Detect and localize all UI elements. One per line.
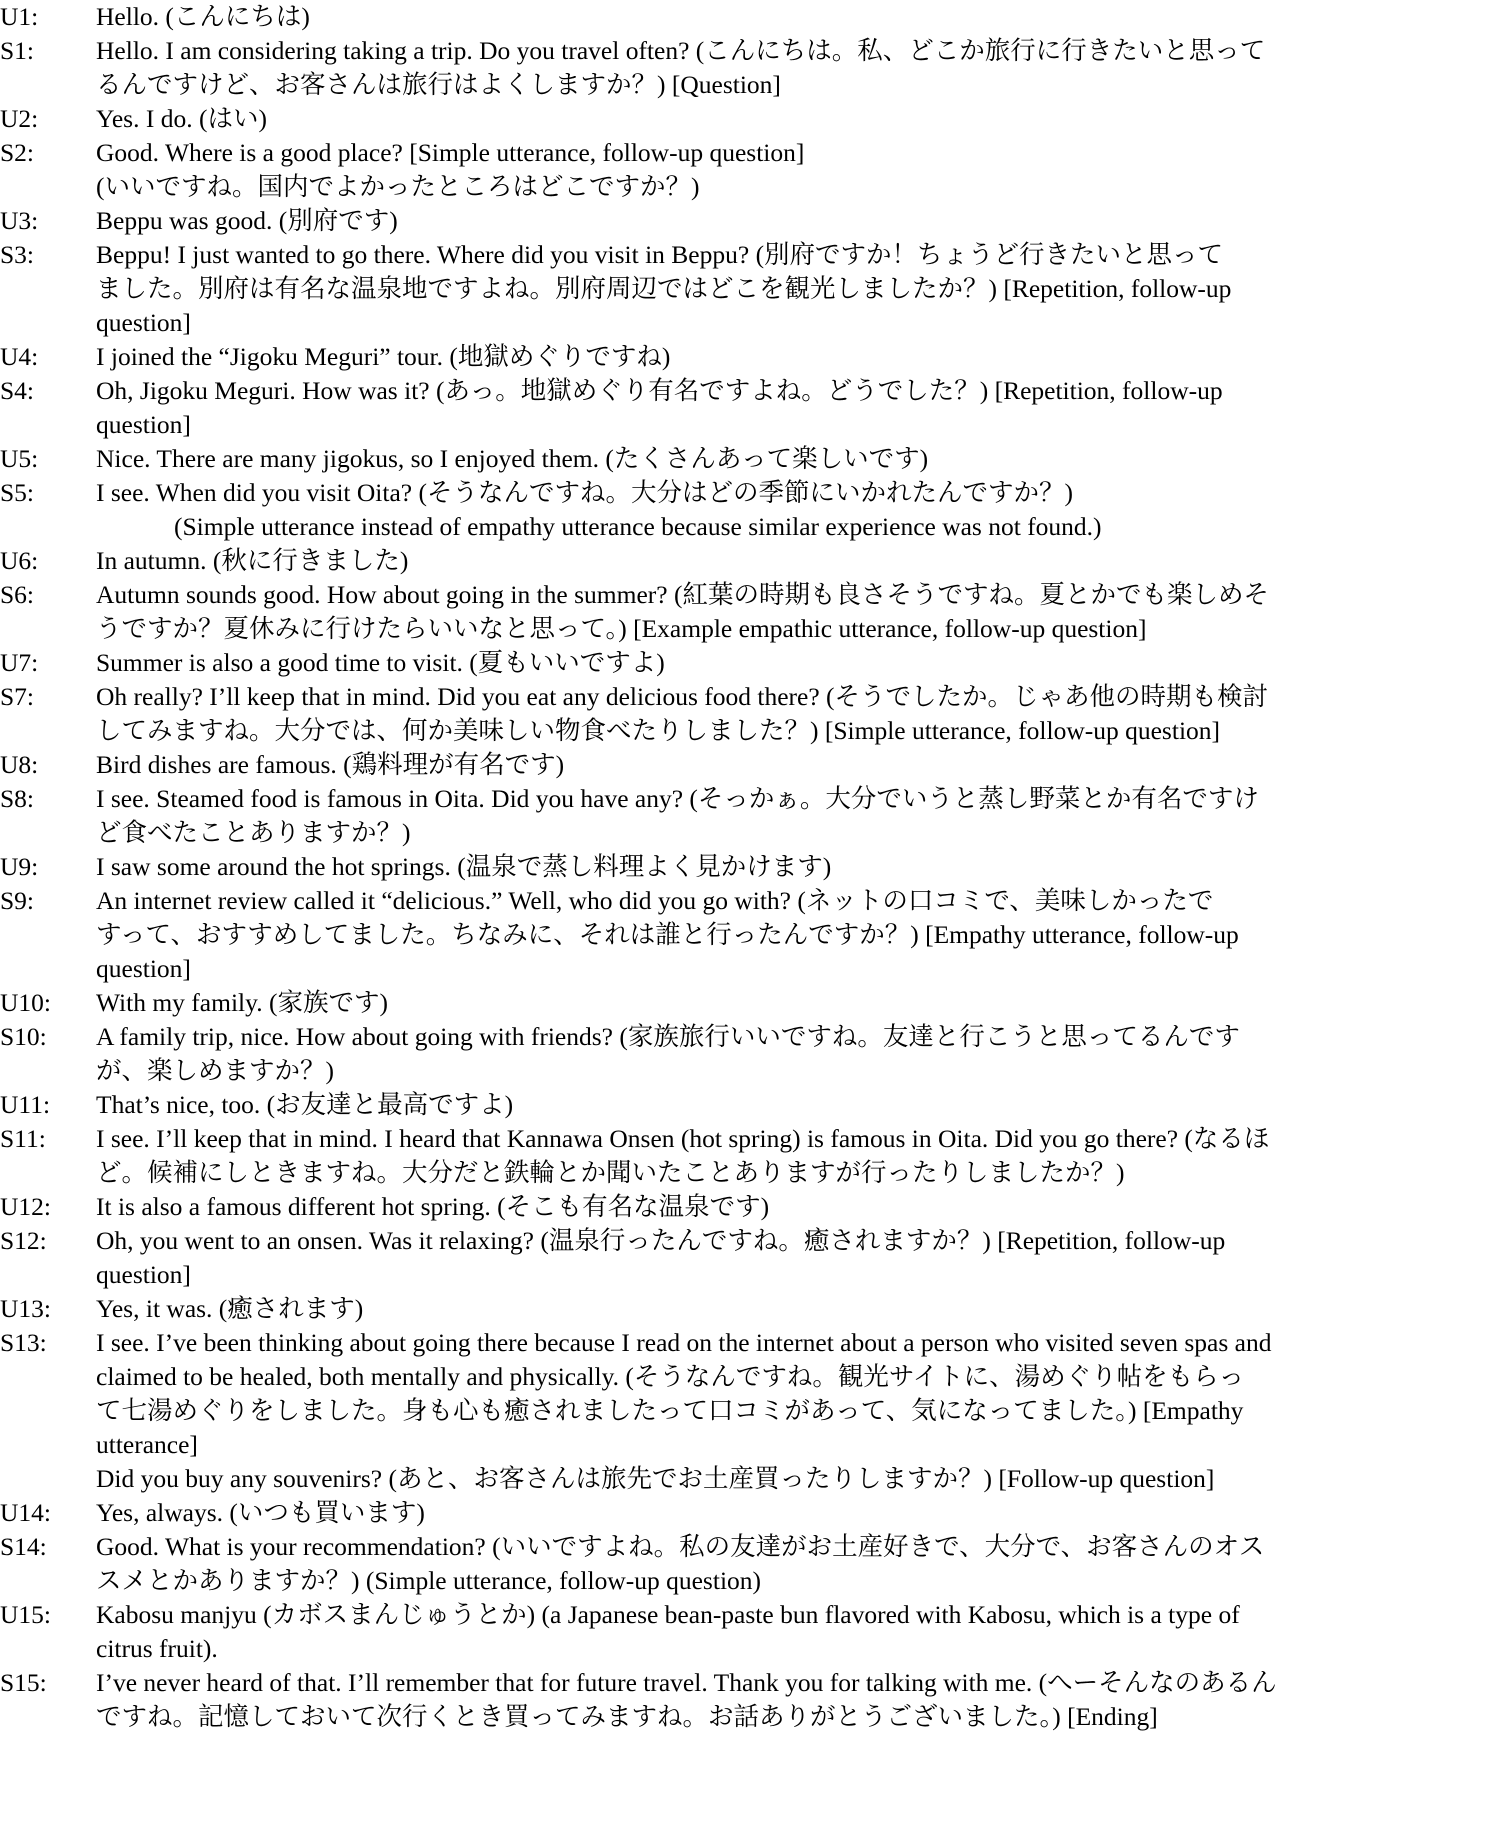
utterance-line: スメとかありますか？) (Simple utterance, follow-up question): [96, 1566, 762, 1595]
utterance-text: [96, 1122, 1496, 1190]
utterance-text: [96, 34, 1496, 102]
utterance-text: [96, 748, 1496, 782]
utterance-line: Summer is also a good time to visit. (夏もいいですよ): [96, 648, 665, 677]
speaker-label: U15:: [0, 1600, 51, 1629]
dialogue-turn: [0, 204, 1500, 238]
utterance-text: [96, 136, 1496, 204]
dialogue-turn: [0, 1088, 1500, 1122]
dialogue-turn: [0, 1496, 1500, 1530]
utterance-text: [96, 1598, 1496, 1666]
utterance-line: Did you buy any souvenirs? (あと、お客さんは旅先でお土産買ったりしますか？) [Follow-up question]: [96, 1464, 1215, 1493]
utterance-text: [96, 986, 1496, 1020]
utterance-line: Beppu! I just wanted to go there. Where did you visit in Beppu? (別府ですか！ちょうど行きたいと思って: [96, 240, 1224, 269]
dialogue-turn: [0, 1020, 1500, 1088]
speaker-label: S2:: [0, 138, 35, 167]
speaker-label: U9:: [0, 852, 39, 881]
utterance-text: [96, 238, 1496, 340]
utterance-line: て七湯めぐりをしました。身も心も癒されましたって口コミがあって、気になってました。) [Empathy: [96, 1396, 1244, 1425]
speaker-label: S7:: [0, 682, 35, 711]
dialogue-turn: [0, 442, 1500, 476]
dialogue-turn: [0, 238, 1500, 340]
dialogue-turn: [0, 748, 1500, 782]
utterance-text: [96, 850, 1496, 884]
dialogue-turn: [0, 0, 1500, 34]
speaker-label: U11:: [0, 1090, 51, 1119]
speaker-label: S11:: [0, 1124, 46, 1153]
speaker-label: S1:: [0, 36, 35, 65]
utterance-text: [96, 680, 1496, 748]
utterance-line: が、楽しめますか？): [96, 1056, 334, 1085]
utterance-line: Bird dishes are famous. (鶏料理が有名です): [96, 750, 565, 779]
dialogue-turn: [0, 1598, 1500, 1666]
speaker-label: S14:: [0, 1532, 47, 1561]
utterance-line: question]: [96, 1260, 191, 1289]
utterance-line: Kabosu manjyu (カボスまんじゅうとか) (a Japanese bean-paste bun flavored with Kabosu, which is a type of: [96, 1600, 1240, 1629]
speaker-label: U2:: [0, 104, 39, 133]
speaker-label: S6:: [0, 580, 35, 609]
utterance-text: [96, 1292, 1496, 1326]
utterance-line: Yes, always. (いつも買います): [96, 1498, 425, 1527]
utterance-text: [96, 782, 1496, 850]
dialogue-turn: [0, 1530, 1500, 1598]
utterance-line: Hello. I am considering taking a trip. Do you travel often? (こんにちは。私、どこか旅行に行きたいと思って: [96, 36, 1266, 65]
dialogue-turn: [0, 1190, 1500, 1224]
utterance-text: [96, 544, 1496, 578]
dialogue-turn: [0, 680, 1500, 748]
utterance-line: Oh, you went to an onsen. Was it relaxing? (温泉行ったんですね。癒されますか？) [Repetition, follow-up: [96, 1226, 1226, 1255]
utterance-text: [96, 476, 1496, 510]
utterance-line: That’s nice, too. (お友達と最高ですよ): [96, 1090, 514, 1119]
utterance-text: [96, 1088, 1496, 1122]
utterance-text: [96, 884, 1496, 986]
dialogue-turn: [0, 850, 1500, 884]
utterance-line: すって、おすすめしてました。ちなみに、それは誰と行ったんですか？) [Empathy utterance, follow-up: [96, 920, 1239, 949]
speaker-label: U12:: [0, 1192, 51, 1221]
speaker-label: S3:: [0, 240, 35, 269]
utterance-line: I saw some around the hot springs. (温泉で蒸し料理よく見かけます): [96, 852, 832, 881]
dialogue-turn: [0, 1224, 1500, 1292]
speaker-label: S8:: [0, 784, 35, 813]
utterance-text: [96, 1020, 1496, 1088]
utterance-line: With my family. (家族です): [96, 988, 388, 1017]
speaker-label: U5:: [0, 444, 39, 473]
dialogue-turn: [0, 34, 1500, 102]
utterance-line: I see. Steamed food is famous in Oita. Did you have any? (そっかぁ。大分でいうと蒸し野菜とか有名ですけ: [96, 784, 1259, 813]
utterance-line: Oh, Jigoku Meguri. How was it? (あっ。地獄めぐり有名ですよね。どうでした？) [Repetition, follow-up: [96, 376, 1223, 405]
utterance-line: うですか？夏休みに行けたらいいなと思って。) [Example empathic utterance, follow-up question]: [96, 614, 1147, 643]
utterance-line: I see. I’ve been thinking about going there because I read on the internet about a person who visited seven spas and: [96, 1328, 1272, 1357]
utterance-text: [96, 0, 1496, 34]
speaker-label: S4:: [0, 376, 35, 405]
utterance-text: [96, 442, 1496, 476]
utterance-line: るんですけど、お客さんは旅行はよくしますか？) [Question]: [96, 70, 781, 99]
utterance-line: citrus fruit).: [96, 1634, 218, 1663]
speaker-label: U1:: [0, 2, 39, 31]
dialogue-turn: [0, 884, 1500, 986]
utterance-line: question]: [96, 410, 191, 439]
dialogue-turn: [0, 986, 1500, 1020]
dialogue-turn: [0, 578, 1500, 646]
utterance-line: ど食べたことありますか？): [96, 818, 411, 847]
utterance-text: [96, 578, 1496, 646]
utterance-line: An internet review called it “delicious.” Well, who did you go with? (ネットの口コミで、美味しかったで: [96, 886, 1214, 915]
speaker-label: U6:: [0, 546, 39, 575]
speaker-label: U7:: [0, 648, 39, 677]
utterance-text: [96, 1190, 1496, 1224]
utterance-line: question]: [96, 954, 191, 983]
utterance-line: I’ve never heard of that. I’ll remember that for future travel. Thank you for talking with me. (へーそんなのあるん: [96, 1668, 1277, 1697]
utterance-text: [96, 646, 1496, 680]
speaker-label: S10:: [0, 1022, 47, 1051]
utterance-line: Good. What is your recommendation? (いいですよね。私の友達がお土産好きで、大分で、お客さんのオス: [96, 1532, 1265, 1561]
utterance-line: ですね。記憶しておいて次行くとき買ってみますね。お話ありがとうございました。) [Ending]: [96, 1702, 1158, 1731]
utterance-text: [96, 1666, 1496, 1734]
dialogue-turn: [0, 646, 1500, 680]
utterance-text: [96, 204, 1496, 238]
utterance-line: Nice. There are many jigokus, so I enjoyed them. (たくさんあって楽しいです): [96, 444, 929, 473]
speaker-label: S5:: [0, 478, 35, 507]
utterance-line: Yes. I do. (はい): [96, 104, 267, 133]
speaker-label: U8:: [0, 750, 39, 779]
dialogue-turn: [0, 1326, 1500, 1496]
speaker-label: S9:: [0, 886, 35, 915]
speaker-label: U3:: [0, 206, 39, 235]
utterance-line: I see. When did you visit Oita? (そうなんですね。大分はどの季節にいかれたんですか？): [96, 478, 1073, 507]
utterance-text: [96, 1530, 1496, 1598]
speaker-label: U4:: [0, 342, 39, 371]
speaker-label: U13:: [0, 1294, 51, 1323]
dialogue-note-row: [0, 510, 1500, 544]
utterance-line: I joined the “Jigoku Meguri” tour. (地獄めぐりですね): [96, 342, 671, 371]
dialogue-turn: [0, 340, 1500, 374]
speaker-label: U10:: [0, 988, 51, 1017]
dialogue-turn: [0, 374, 1500, 442]
utterance-note: (Simple utterance instead of empathy utterance because similar experience was not found.): [174, 512, 1102, 541]
utterance-line: Hello. (こんにちは): [96, 2, 310, 31]
dialogue-turn: [0, 782, 1500, 850]
utterance-line: utterance]: [96, 1430, 198, 1459]
speaker-label: U14:: [0, 1498, 51, 1527]
utterance-line: In autumn. (秋に行きました): [96, 546, 409, 575]
utterance-line: Oh really? I’ll keep that in mind. Did you eat any delicious food there? (そうでしたか。じゃあ他の時期も検討: [96, 682, 1269, 711]
speaker-label: S13:: [0, 1328, 47, 1357]
utterance-line: A family trip, nice. How about going with friends? (家族旅行いいですね。友達と行こうと思ってるんです: [96, 1022, 1240, 1051]
utterance-text: [96, 102, 1496, 136]
dialogue-turn: [0, 1666, 1500, 1734]
dialogue-turn: [0, 476, 1500, 510]
utterance-text: [96, 1326, 1496, 1496]
dialogue-turn: [0, 544, 1500, 578]
dialogue-turn: [0, 102, 1500, 136]
utterance-line: Yes, it was. (癒されます): [96, 1294, 364, 1323]
dialogue-turn: [0, 1292, 1500, 1326]
utterance-line: Beppu was good. (別府です): [96, 206, 398, 235]
utterance-line: ど。候補にしときますね。大分だと鉄輪とか聞いたことありますが行ったりしましたか？): [96, 1158, 1125, 1187]
utterance-line: Good. Where is a good place? [Simple utterance, follow-up question]: [96, 138, 805, 167]
utterance-text: [96, 1496, 1496, 1530]
utterance-line: Autumn sounds good. How about going in the summer? (紅葉の時期も良さそうですね。夏とかでも楽しめそ: [96, 580, 1269, 609]
utterance-line: question]: [96, 308, 191, 337]
speaker-label: S12:: [0, 1226, 47, 1255]
utterance-line: ました。別府は有名な温泉地ですよね。別府周辺ではどこを観光しましたか？) [Repetition, follow-up: [96, 274, 1232, 303]
speaker-label: S15:: [0, 1668, 47, 1697]
utterance-text: [96, 1224, 1496, 1292]
utterance-text: [96, 340, 1496, 374]
utterance-text: [96, 374, 1496, 442]
dialogue-turn: [0, 136, 1500, 204]
utterance-line: It is also a famous different hot spring. (そこも有名な温泉です): [96, 1192, 770, 1221]
utterance-line: してみますね。大分では、何か美味しい物食べたりしました？) [Simple utterance, follow-up question]: [96, 716, 1221, 745]
utterance-line: (いいですね。国内でよかったところはどこですか？): [96, 172, 700, 201]
utterance-line: claimed to be healed, both mentally and physically. (そうなんですね。観光サイトに、湯めぐり帖をもらっ: [96, 1362, 1245, 1391]
dialogue-turn: [0, 1122, 1500, 1190]
utterance-line: I see. I’ll keep that in mind. I heard that Kannawa Onsen (hot spring) is famous in Oita. Did you go there? (なるほ: [96, 1124, 1270, 1153]
